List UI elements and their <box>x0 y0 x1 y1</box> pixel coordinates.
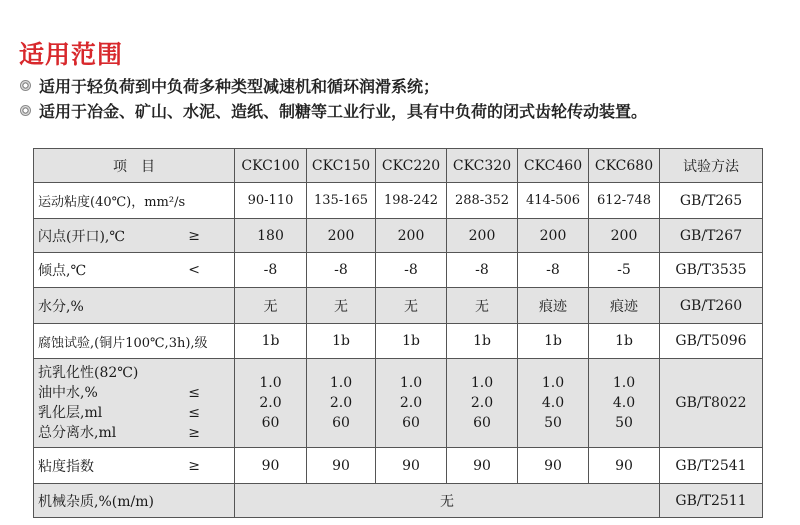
table-row <box>34 288 763 324</box>
bullet-item <box>20 73 647 98</box>
cell-value: -8 <box>518 253 589 288</box>
cell-method: GB/T8022 <box>660 359 763 448</box>
cell-value: 1.0 <box>612 375 636 391</box>
row-operator: < <box>188 262 200 278</box>
cell-method: GB/T267 <box>660 219 763 253</box>
bullet-text: 适用于轻负荷到中负荷多种类型减速机和循环润滑系统； <box>39 77 440 96</box>
cell-value: 1.0 <box>399 375 423 391</box>
bullet-item <box>20 98 647 123</box>
cell-value: -8 <box>307 253 376 288</box>
cell-value: 1b <box>307 324 376 359</box>
header-grade: CKC320 <box>447 149 518 183</box>
row-label <box>34 448 235 484</box>
table-header-row <box>34 149 763 183</box>
cell-value: 200 <box>376 219 447 253</box>
cell-value: 90 <box>235 448 307 484</box>
cell-value-stack <box>589 359 660 448</box>
cell-method: GB/T2511 <box>660 484 763 518</box>
row-label: 机械杂质,%(m/m) <box>34 484 235 518</box>
cell-value: 60 <box>332 415 350 431</box>
cell-value: 50 <box>544 415 562 431</box>
cell-value: 90-110 <box>235 183 307 219</box>
cell-value: 无 <box>235 288 307 324</box>
bullet-list <box>20 73 647 123</box>
header-item: 项 目 <box>34 149 235 183</box>
section-title: 适用范围 <box>19 40 124 69</box>
row-operator: ≤ <box>188 385 200 401</box>
row-operator: ≤ <box>188 405 200 421</box>
cell-value: 无 <box>307 288 376 324</box>
cell-value: 4.0 <box>612 395 636 411</box>
cell-value: -8 <box>447 253 518 288</box>
row-label <box>34 219 235 253</box>
cell-value: -5 <box>589 253 660 288</box>
cell-method: GB/T5096 <box>660 324 763 359</box>
cell-value: -8 <box>376 253 447 288</box>
cell-value: 4.0 <box>541 395 565 411</box>
table-row <box>34 484 763 518</box>
emulsion-line <box>38 383 234 403</box>
header-grade: CKC100 <box>235 149 307 183</box>
cell-value: 1b <box>447 324 518 359</box>
cell-value: 60 <box>261 415 280 431</box>
cell-value: 1b <box>235 324 307 359</box>
cell-value: 90 <box>589 448 660 484</box>
cell-value: 1.0 <box>470 375 494 391</box>
row-label-text: 粘度指数 <box>38 458 94 475</box>
table-row-emulsion <box>34 359 763 448</box>
cell-value: 60 <box>402 415 420 431</box>
cell-value: 痕迹 <box>589 288 660 324</box>
emulsion-title: 抗乳化性(82℃) <box>38 365 139 381</box>
header-grade: CKC680 <box>589 149 660 183</box>
cell-value-stack <box>518 359 589 448</box>
table-row <box>34 253 763 288</box>
bullet-text: 适用于冶金、矿山、水泥、造纸、制糖等工业行业，具有中负荷的闭式齿轮传动装置。 <box>39 102 648 121</box>
cell-value: 90 <box>307 448 376 484</box>
cell-value-stack <box>447 359 518 448</box>
cell-value-stack <box>307 359 376 448</box>
cell-value: 1.0 <box>259 375 282 391</box>
cell-value: 135-165 <box>307 183 376 219</box>
row-operator: ≥ <box>188 425 200 441</box>
bullet-circle-icon <box>20 105 31 116</box>
table-row <box>34 448 763 484</box>
cell-value: 200 <box>307 219 376 253</box>
cell-value: 痕迹 <box>518 288 589 324</box>
cell-value: 60 <box>473 415 491 431</box>
cell-value-stack <box>235 359 307 448</box>
row-label-text: 倾点,℃ <box>38 263 87 279</box>
row-label: 腐蚀试验,(铜片100℃,3h),级 <box>34 324 235 359</box>
cell-value: 1b <box>376 324 447 359</box>
table-row <box>34 183 763 219</box>
row-label-text: 闪点(开口),℃ <box>38 228 126 245</box>
cell-value: 1b <box>518 324 589 359</box>
cell-value: 612-748 <box>589 183 660 219</box>
cell-value: 无 <box>447 288 518 324</box>
cell-value: 90 <box>376 448 447 484</box>
row-operator: ≥ <box>188 227 200 244</box>
spec-table <box>33 148 763 518</box>
row-operator: ≥ <box>188 457 200 474</box>
cell-value: -8 <box>235 253 307 288</box>
cell-value: 2.0 <box>259 395 282 411</box>
cell-method: GB/T260 <box>660 288 763 324</box>
emulsion-line <box>38 403 234 423</box>
cell-value: 90 <box>518 448 589 484</box>
cell-method: GB/T265 <box>660 183 763 219</box>
cell-value: 200 <box>518 219 589 253</box>
cell-value: 198-242 <box>376 183 447 219</box>
cell-method: GB/T3535 <box>660 253 763 288</box>
cell-value: 200 <box>589 219 660 253</box>
cell-value: 1.0 <box>541 375 565 391</box>
header-grade: CKC220 <box>376 149 447 183</box>
row-label <box>34 359 235 448</box>
emulsion-line <box>38 423 234 443</box>
cell-value: 288-352 <box>447 183 518 219</box>
emulsion-line-label: 乳化层,ml <box>38 405 103 421</box>
cell-value: 2.0 <box>470 395 494 411</box>
row-label <box>34 253 235 288</box>
table-row <box>34 219 763 253</box>
cell-value: 200 <box>447 219 518 253</box>
cell-value: 414-506 <box>518 183 589 219</box>
header-grade: CKC150 <box>307 149 376 183</box>
header-grade: CKC460 <box>518 149 589 183</box>
header-method: 试验方法 <box>660 149 763 183</box>
row-label: 运动粘度(40℃)，mm²/s <box>34 183 235 219</box>
cell-value: 1.0 <box>329 375 353 391</box>
cell-value-stack <box>376 359 447 448</box>
cell-value: 1b <box>589 324 660 359</box>
cell-value: 90 <box>447 448 518 484</box>
bullet-circle-icon <box>20 80 31 91</box>
cell-value: 50 <box>615 415 633 431</box>
cell-method: GB/T2541 <box>660 448 763 484</box>
cell-value: 无 <box>376 288 447 324</box>
cell-value: 2.0 <box>329 395 353 411</box>
table-row <box>34 324 763 359</box>
row-label: 水分,% <box>34 288 235 324</box>
cell-value: 180 <box>235 219 307 253</box>
emulsion-line-label: 总分离水,ml <box>38 425 117 441</box>
cell-value: 2.0 <box>399 395 423 411</box>
emulsion-line-label: 油中水,% <box>38 385 98 401</box>
cell-value-merged: 无 <box>235 484 660 518</box>
